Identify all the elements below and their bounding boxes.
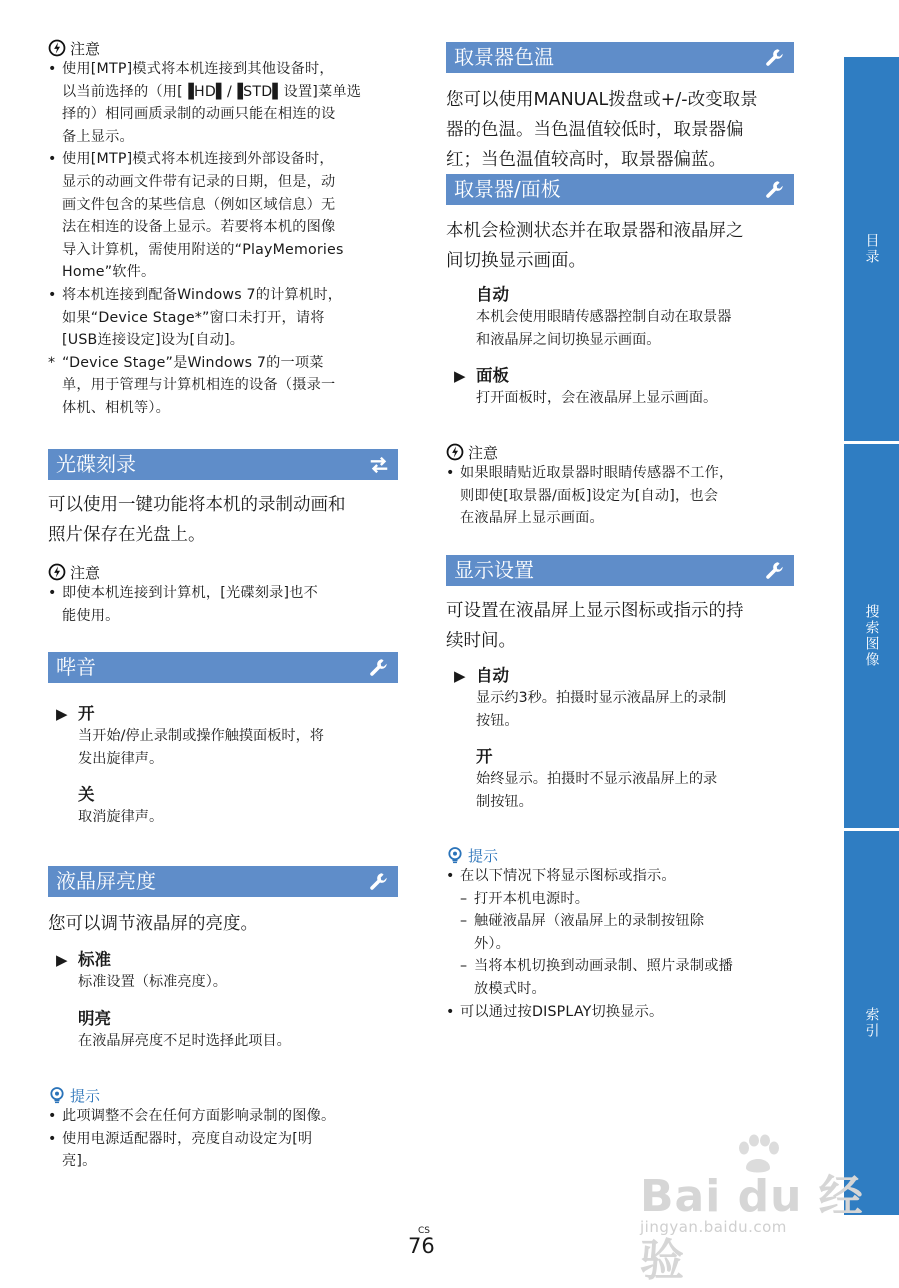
list-item-text: 打开本机电源时。 bbox=[474, 890, 590, 907]
option-title: 面板 bbox=[476, 366, 509, 385]
section-bar-display-setting[interactable] bbox=[446, 555, 794, 586]
list-item-text: 可以通过按DISPLAY切换显示。 bbox=[460, 1003, 664, 1020]
section-title: 取景器色温 bbox=[454, 45, 554, 69]
tip-display bbox=[446, 845, 794, 1023]
list-item-text: 择的）相同画质录制的动画只能在相连的设 bbox=[62, 106, 336, 123]
tip-heading: 提示 bbox=[48, 1085, 398, 1105]
list-item bbox=[48, 582, 398, 605]
tab-search-images[interactable]: 搜索图像 bbox=[844, 444, 899, 828]
list-item bbox=[48, 194, 398, 217]
option-title: 开 bbox=[78, 704, 95, 723]
bullet-marker: • bbox=[48, 1108, 57, 1124]
tab-index[interactable]: 索引 bbox=[844, 831, 899, 1215]
display-intro: 可设置在液晶屏上显示图标或指示的持 续时间。 bbox=[446, 601, 744, 651]
tip-list bbox=[446, 865, 794, 1023]
page-number: 76 bbox=[408, 1234, 435, 1258]
list-item bbox=[48, 103, 398, 126]
list-item-text: 则即使[取景器/面板]设定为[自动]，也会 bbox=[460, 487, 719, 504]
option-title: 明亮 bbox=[78, 1009, 111, 1028]
list-item-text: 使用[MTP]模式将本机连接到外部设备时， bbox=[62, 151, 334, 168]
section-title: 显示设置 bbox=[454, 558, 534, 582]
bullet-marker: – bbox=[460, 958, 468, 975]
note-list bbox=[48, 58, 398, 420]
list-item-text: 亮]。 bbox=[62, 1153, 97, 1170]
watermark-url: jingyan.baidu.com bbox=[640, 1218, 787, 1236]
list-item bbox=[48, 397, 398, 420]
list-item bbox=[48, 239, 398, 262]
list-item bbox=[446, 507, 794, 530]
warning-icon bbox=[48, 563, 66, 581]
list-item-text: 在液晶屏上显示画面。 bbox=[460, 510, 604, 527]
bullet-marker: • bbox=[446, 1003, 455, 1020]
list-item-text: 如果眼睛贴近取景器时眼睛传感器不工作， bbox=[460, 465, 734, 481]
bullet-marker: – bbox=[460, 890, 468, 907]
note-heading: 注意 bbox=[48, 38, 398, 58]
section-bar-beep[interactable] bbox=[48, 652, 398, 683]
list-item-text: 在以下情况下将显示图标或指示。 bbox=[460, 868, 676, 884]
section-bar-disc-burn[interactable] bbox=[48, 449, 398, 480]
list-item bbox=[48, 1150, 398, 1173]
display-option-on[interactable]: 开 始终显示。拍摄时不显示液晶屏上的录 制按钮。 bbox=[446, 746, 794, 813]
section-title: 液晶屏亮度 bbox=[56, 869, 156, 893]
list-item-text: 法在相连的设备上显示。若要将本机的图像 bbox=[62, 219, 336, 236]
option-title: 关 bbox=[78, 785, 95, 804]
finder-intro: 本机会检测状态并在取景器和液晶屏之 间切换显示画面。 bbox=[446, 221, 744, 271]
list-item bbox=[446, 933, 794, 956]
list-item-text: 显示的动画文件带有记录的日期，但是，动 bbox=[62, 173, 336, 190]
note-disc bbox=[48, 562, 398, 627]
disc-intro: 可以使用一键功能将本机的录制动画和 照片保存在光盘上。 bbox=[48, 495, 346, 545]
list-item bbox=[48, 352, 398, 375]
note-heading: 注意 bbox=[446, 442, 794, 462]
wrench-icon bbox=[764, 560, 786, 582]
note-heading: 注意 bbox=[48, 562, 398, 582]
list-item bbox=[48, 81, 398, 104]
bullet-marker: • bbox=[48, 1130, 57, 1147]
list-item bbox=[48, 126, 398, 149]
list-item-text: 外）。 bbox=[474, 935, 511, 952]
list-item bbox=[48, 284, 398, 307]
note-list bbox=[446, 462, 794, 530]
list-item-text: 能使用。 bbox=[62, 607, 120, 624]
option-title: 自动 bbox=[476, 666, 509, 685]
lcd-intro: 您可以调节液晶屏的亮度。 bbox=[48, 914, 258, 934]
bullet-marker: • bbox=[446, 465, 455, 481]
note-finder bbox=[446, 442, 794, 530]
bullet-marker: * bbox=[48, 354, 56, 371]
bullet-marker: • bbox=[48, 286, 57, 303]
selected-arrow-icon: ▶ bbox=[454, 667, 466, 685]
display-option-auto[interactable]: ▶ 自动 显示约3秒。拍摄时显示液晶屏上的录制 按钮。 bbox=[454, 666, 727, 729]
list-item-text: 备上显示。 bbox=[62, 128, 134, 145]
lcd-option-bright[interactable]: 明亮 在液晶屏亮度不足时选择此项目。 bbox=[48, 1008, 398, 1053]
note-list bbox=[48, 582, 398, 627]
section-bar-finder-panel[interactable] bbox=[446, 174, 794, 205]
list-item bbox=[48, 374, 398, 397]
lightbulb-icon bbox=[48, 1086, 66, 1104]
section-title: 取景器/面板 bbox=[454, 177, 561, 201]
list-item-text: 导入计算机，需使用附送的“PlayMemories bbox=[62, 241, 344, 258]
wrench-icon bbox=[368, 657, 390, 679]
warning-icon bbox=[48, 39, 66, 57]
bullet-marker: • bbox=[48, 585, 57, 601]
lcd-option-standard[interactable]: ▶ 标准 标准设置（标准亮度）。 bbox=[56, 950, 227, 990]
tip-list bbox=[48, 1105, 398, 1173]
list-item-text: 单，用于管理与计算机相连的设备（摄录一 bbox=[62, 377, 336, 394]
list-item bbox=[446, 978, 794, 1001]
bullet-marker: • bbox=[48, 151, 57, 168]
list-item-text: [USB连接设定]设为[自动]。 bbox=[62, 332, 245, 349]
list-item bbox=[446, 910, 794, 933]
finder-option-panel[interactable]: ▶ 面板 打开面板时，会在液晶屏上显示画面。 bbox=[454, 366, 718, 406]
list-item-text: 放模式时。 bbox=[474, 980, 546, 997]
list-item-text: 此项调整不会在任何方面影响录制的图像。 bbox=[62, 1108, 336, 1124]
list-item-text: 画文件包含的某些信息（例如区域信息）无 bbox=[62, 196, 336, 213]
list-item bbox=[48, 58, 398, 81]
list-item bbox=[48, 307, 398, 330]
list-item-text: 当将本机切换到动画录制、照片录制或播 bbox=[474, 958, 733, 975]
language-code: CS bbox=[418, 1226, 430, 1236]
list-item bbox=[48, 216, 398, 239]
warning-icon bbox=[446, 443, 464, 461]
section-bar-finder-color-temp[interactable] bbox=[446, 42, 794, 73]
list-item bbox=[446, 865, 794, 888]
list-item bbox=[48, 1128, 398, 1151]
beep-option-off[interactable]: 关 取消旋律声。 bbox=[48, 784, 398, 829]
bullet-marker: • bbox=[48, 61, 57, 77]
option-title: 标准 bbox=[78, 950, 111, 969]
lightbulb-icon bbox=[446, 846, 464, 864]
list-item bbox=[446, 888, 794, 911]
list-item bbox=[48, 329, 398, 352]
wrench-icon bbox=[764, 179, 786, 201]
list-item-text: 触碰液晶屏（液晶屏上的录制按钮除 bbox=[474, 913, 705, 930]
bullet-marker: – bbox=[460, 913, 468, 930]
section-title: 哔音 bbox=[56, 655, 96, 679]
beep-option-on[interactable]: ▶ 开 当开始/停止录制或操作触摸面板时，将 发出旋律声。 bbox=[56, 704, 324, 767]
list-item bbox=[48, 148, 398, 171]
swap-arrows-icon bbox=[368, 454, 390, 476]
list-item bbox=[48, 605, 398, 628]
list-item bbox=[446, 485, 794, 508]
color-temp-intro: 您可以使用MANUAL拨盘或+/-改变取景 器的色温。当色温值较低时，取景器偏 红；当色温值较高时，取景器偏蓝。 bbox=[446, 90, 758, 170]
watermark-brand: Bai du 经验 bbox=[640, 1171, 864, 1286]
list-item bbox=[48, 171, 398, 194]
list-item bbox=[446, 1001, 794, 1024]
list-item-text: 使用电源适配器时，亮度自动设定为[明 bbox=[62, 1130, 313, 1147]
tab-contents[interactable]: 目录 bbox=[844, 57, 899, 441]
list-item bbox=[48, 1105, 398, 1128]
selected-arrow-icon: ▶ bbox=[56, 951, 68, 969]
list-item-text: Home”软件。 bbox=[62, 264, 156, 281]
option-title: 自动 bbox=[476, 285, 509, 304]
tip-heading: 提示 bbox=[446, 845, 794, 865]
section-title: 光碟刻录 bbox=[56, 452, 136, 476]
list-item-text: 即使本机连接到计算机，[光碟刻录]也不 bbox=[62, 585, 319, 601]
selected-arrow-icon: ▶ bbox=[454, 367, 466, 385]
wrench-icon bbox=[764, 47, 786, 69]
list-item-text: 以当前选择的（用[▐HD▌/▐STD▌设置]菜单选 bbox=[62, 83, 362, 100]
list-item-text: 将本机连接到配备Windows 7的计算机时， bbox=[62, 286, 343, 303]
list-item bbox=[48, 261, 398, 284]
list-item-text: 体机、相机等）。 bbox=[62, 399, 171, 416]
list-item-text: 如果“Device Stage*”窗口未打开，请将 bbox=[62, 309, 325, 326]
section-bar-lcd-brightness[interactable] bbox=[48, 866, 398, 897]
option-title: 开 bbox=[476, 747, 493, 766]
note-mtp bbox=[48, 38, 398, 420]
list-item bbox=[446, 955, 794, 978]
selected-arrow-icon: ▶ bbox=[56, 705, 68, 723]
list-item bbox=[446, 462, 794, 485]
list-item-text: 使用[MTP]模式将本机连接到其他设备时， bbox=[62, 61, 334, 77]
list-item-text: “Device Stage”是Windows 7的一项菜 bbox=[62, 354, 324, 371]
wrench-icon bbox=[368, 871, 390, 893]
bullet-marker: • bbox=[446, 868, 455, 884]
finder-option-auto[interactable]: 自动 本机会使用眼睛传感器控制自动在取景器 和液晶屏之间切换显示画面。 bbox=[446, 284, 794, 351]
tip-lcd bbox=[48, 1085, 398, 1173]
